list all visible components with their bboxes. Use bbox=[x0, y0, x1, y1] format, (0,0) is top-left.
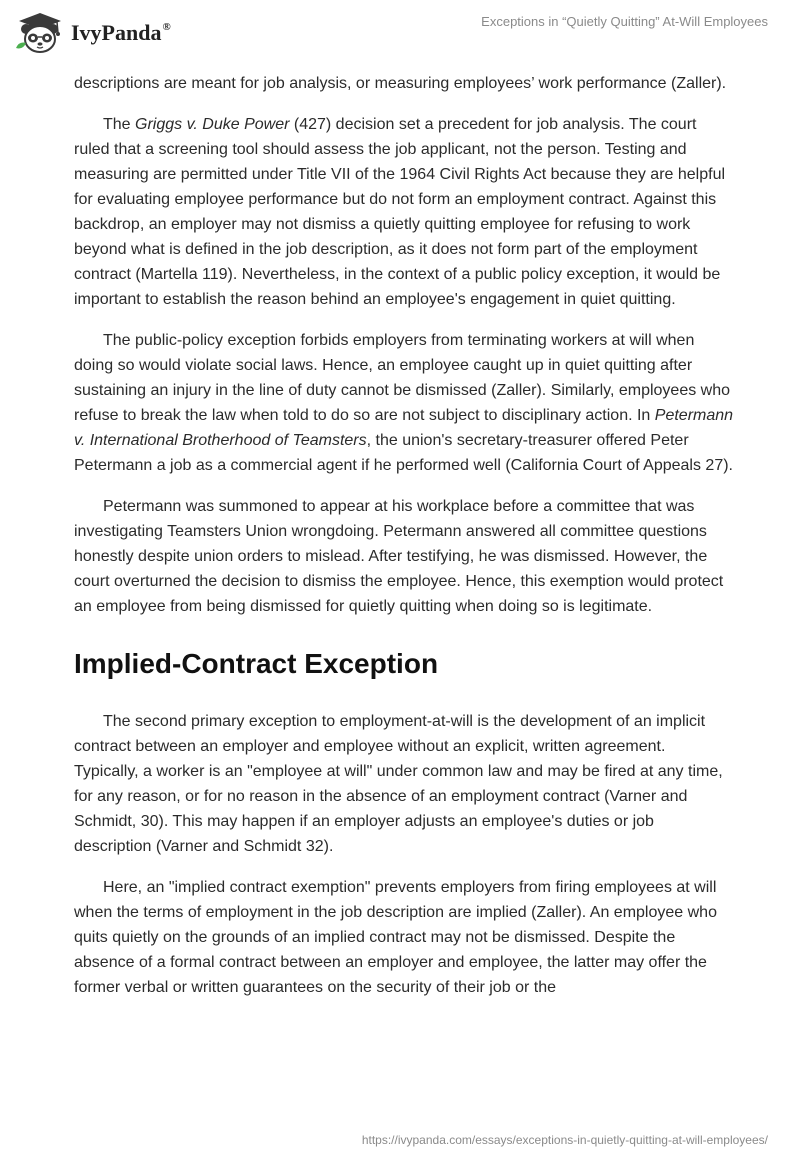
page-header bbox=[0, 0, 800, 64]
paragraph-continuation: descriptions are meant for job analysis, or measuring employees’ work performance (Zaller). bbox=[74, 75, 727, 92]
panda-graduate-icon bbox=[13, 10, 65, 54]
source-url[interactable]: https://ivypanda.com/essays/exceptions-in-quietly-quitting-at-will-employees/ bbox=[361, 1133, 768, 1147]
case-title-griggs: Griggs v. Duke Power bbox=[135, 116, 290, 133]
logo-wordmark bbox=[71, 20, 171, 46]
paragraph-implied-contract: The second primary exception to employment-at-will is the development of an implicit contract between an employer and employee without an explicit, written agreement. Typically, a worker is an "employee at will" under common law and may be fired at any time, for any reason, or for no reason in the absence of an employment contract (Varner and Schmidt, 30). This may happen if an employer adjusts an employee's duties or job description (Varner and Schmidt 32). bbox=[74, 713, 723, 855]
paragraph-text: The public-policy exception forbids employers from terminating workers at will when doing so would violate social laws. Hence, an employee caught up in quiet quitting after sustaining an injury in the line of duty cannot be dismissed (Zaller). Similarly, employees who refuse to break the law when told to do so are not subject to disciplinary action. In bbox=[74, 332, 731, 424]
ivypanda-logo[interactable] bbox=[13, 10, 171, 54]
logo-name: IvyPanda bbox=[71, 20, 162, 45]
paragraph-implied-exemption: Here, an "implied contract exemption" prevents employers from firing employees at will when the terms of employment in the job description are implied (Zaller). An employee who quits quietly on the grounds of an implied contract may not be dismissed. Despite the absence of a formal contract between an employer and employee, the latter may offer the former verbal or written guarantees on the security of their job or the bbox=[74, 879, 717, 996]
paragraph-public-policy bbox=[74, 328, 734, 478]
paragraph-text: (427) decision set a precedent for job analysis. The court ruled that a screening tool should assess the job applicant, not the person. Testing and measuring are permitted under Title VII of the 1964 Civil Rights Act because they are helpful for evaluating employee performance but do not form an employment contract. Against this backdrop, an employer may not dismiss a quietly quitting employee for refusing to work beyond what is defined in the job description, as it does not form part of the employment contract (Martella 119). Nevertheless, in the context of a public policy exception, it would be important to establish the reason behind an employee's engagement in quiet quitting. bbox=[74, 116, 726, 308]
paragraph-text: , the union's secretary-treasurer offered Peter Petermann a job as a commercial agent if he performed well (California Court of Appeals 27). bbox=[74, 432, 733, 474]
document-title: Exceptions in “Quietly Quitting” At-Will Employees bbox=[481, 14, 768, 29]
paragraph-lead: The bbox=[103, 116, 136, 133]
section-heading: Implied-Contract Exception bbox=[74, 648, 439, 679]
paragraph-petermann: Petermann was summoned to appear at his workplace before a committee that was investigating Teamsters Union wrongdoing. Petermann answered all committee questions honestly despite union orders to mislead. After testifying, he was dismissed. However, the court overturned the decision to dismiss the employee. Hence, this exemption would protect an employee from being dismissed for quietly quitting when doing so is legitimate. bbox=[74, 498, 724, 615]
paragraph-griggs bbox=[74, 112, 734, 312]
essay-body bbox=[74, 71, 734, 1016]
registered-mark: ® bbox=[162, 20, 171, 33]
case-title-petermann: Petermann v. International Brotherhood of Teamsters bbox=[74, 407, 734, 449]
